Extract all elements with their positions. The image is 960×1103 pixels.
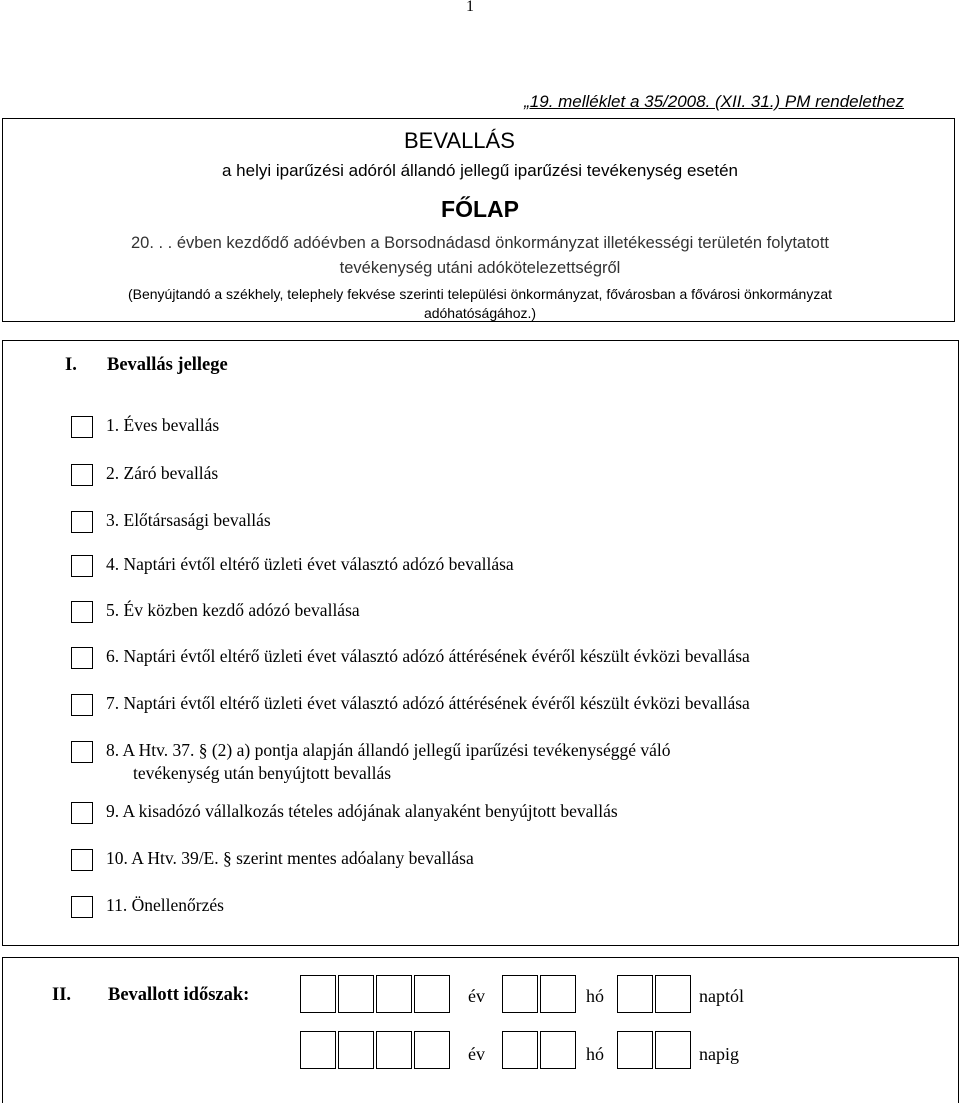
option-label: 11. Önellenőrzés bbox=[106, 895, 224, 915]
option-label: 4. Naptári évtől eltérő üzleti évet választó adózó bevallása bbox=[106, 554, 514, 574]
checkbox-option-7[interactable] bbox=[71, 694, 93, 716]
checkbox-option-3[interactable] bbox=[71, 511, 93, 533]
checkbox-option-6[interactable] bbox=[71, 647, 93, 669]
option-label: 7. Naptári évtől eltérő üzleti évet választó adózó áttérésének évéről készült évközi bevallása bbox=[106, 693, 750, 713]
option-label: 6. Naptári évtől eltérő üzleti évet választó adózó áttérésének évéről készült évközi bevallása bbox=[106, 646, 750, 666]
from-year-digit-3[interactable] bbox=[376, 975, 412, 1013]
to-month-digit-1[interactable] bbox=[502, 1031, 538, 1069]
from-year-digit-2[interactable] bbox=[338, 975, 374, 1013]
checkbox-option-8[interactable] bbox=[71, 741, 93, 763]
to-month-label: hó bbox=[586, 1044, 604, 1064]
from-month-label: hó bbox=[586, 986, 604, 1006]
from-day-digit-1[interactable] bbox=[617, 975, 653, 1013]
to-year-digit-1[interactable] bbox=[300, 1031, 336, 1069]
to-month-digit-2[interactable] bbox=[540, 1031, 576, 1069]
checkbox-option-2[interactable] bbox=[71, 464, 93, 486]
from-year-digit-4[interactable] bbox=[414, 975, 450, 1013]
to-day-digit-1[interactable] bbox=[617, 1031, 653, 1069]
option-label: 5. Év közben kezdő adózó bevallása bbox=[106, 600, 360, 620]
option-label: 10. A Htv. 39/E. § szerint mentes adóalany bevallása bbox=[106, 848, 474, 868]
checkbox-option-9[interactable] bbox=[71, 802, 93, 824]
option-label: 3. Előtársasági bevallás bbox=[106, 510, 271, 530]
section-2-box bbox=[2, 957, 959, 1103]
section-2-title: Bevallott időszak: bbox=[108, 985, 250, 1005]
form-subtitle: a helyi iparűzési adóról állandó jellegű iparűzési tevékenység esetén bbox=[222, 161, 738, 180]
submission-note-cont: adóhatóságához.) bbox=[423, 305, 537, 321]
section-2-number: II. bbox=[52, 985, 72, 1005]
to-year-digit-2[interactable] bbox=[338, 1031, 374, 1069]
from-year-digit-1[interactable] bbox=[300, 975, 336, 1013]
checkbox-option-10[interactable] bbox=[71, 849, 93, 871]
checkbox-option-11[interactable] bbox=[71, 896, 93, 918]
form-title: BEVALLÁS bbox=[404, 128, 515, 153]
from-year-label: év bbox=[468, 986, 485, 1006]
tax-year-line: 20. . . évben kezdődő adóévben a Borsodnádasd önkormányzat illetékességi területén folytatott bbox=[130, 234, 830, 252]
to-day-label: napig bbox=[699, 1044, 739, 1064]
page-number: 1 bbox=[466, 0, 474, 15]
checkbox-option-4[interactable] bbox=[71, 555, 93, 577]
tax-obligation-line: tevékenység utáni adókötelezettségről bbox=[339, 259, 621, 277]
from-month-digit-1[interactable] bbox=[502, 975, 538, 1013]
to-year-digit-4[interactable] bbox=[414, 1031, 450, 1069]
option-label: 2. Záró bevallás bbox=[106, 463, 219, 483]
submission-note: (Benyújtandó a székhely, telephely fekvése szerinti települési önkormányzat, fővárosban a fővárosi önkormányzat bbox=[127, 286, 832, 302]
from-month-digit-2[interactable] bbox=[540, 975, 576, 1013]
option-label: 9. A kisadózó vállalkozás tételes adójának alanyaként benyújtott bevallás bbox=[106, 801, 618, 821]
folap-heading: FŐLAP bbox=[441, 196, 519, 222]
to-day-digit-2[interactable] bbox=[655, 1031, 691, 1069]
section-1-number: I. bbox=[65, 355, 77, 375]
option-label: 8. A Htv. 37. § (2) a) pontja alapján állandó jellegű iparűzési tevékenységgé váló bbox=[106, 740, 671, 760]
section-1-heading bbox=[65, 355, 228, 376]
option-label: 1. Éves bevallás bbox=[106, 415, 220, 435]
section-2-heading bbox=[52, 985, 249, 1006]
from-day-label: naptól bbox=[699, 986, 744, 1006]
option-label-cont: tevékenység után benyújtott bevallás bbox=[133, 763, 392, 783]
checkbox-option-5[interactable] bbox=[71, 601, 93, 623]
from-day-digit-2[interactable] bbox=[655, 975, 691, 1013]
to-year-label: év bbox=[468, 1044, 485, 1064]
checkbox-option-1[interactable] bbox=[71, 416, 93, 438]
section-1-title: Bevallás jellege bbox=[107, 355, 228, 375]
to-year-digit-3[interactable] bbox=[376, 1031, 412, 1069]
regulation-reference: „19. melléklet a 35/2008. (XII. 31.) PM rendelethez bbox=[524, 92, 904, 111]
